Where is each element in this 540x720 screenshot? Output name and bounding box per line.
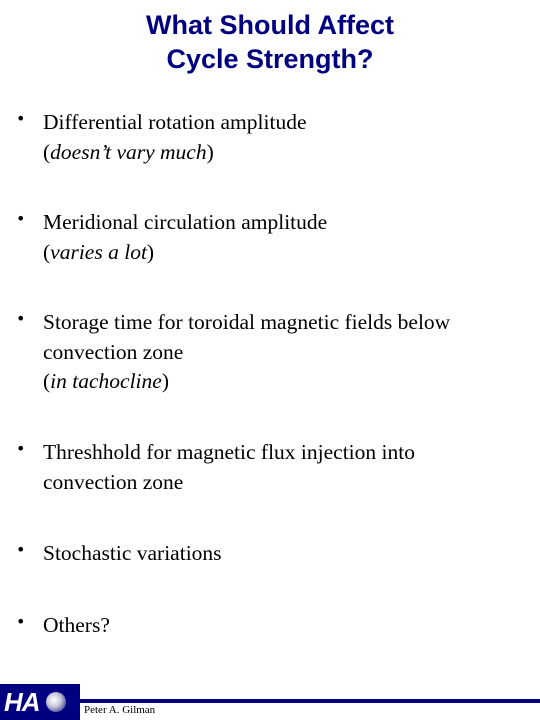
bullet-note: (doesn’t vary much) (43, 139, 214, 164)
bullet-text (43, 108, 307, 167)
title-line-1: What Should Affect (146, 10, 394, 40)
title-line-2: Cycle Strength? (166, 44, 374, 74)
bullet-line: convection zone (43, 339, 184, 364)
bullet-icon: • (16, 439, 26, 458)
bullet-text (43, 308, 450, 397)
author-credit: Peter A. Gilman (84, 704, 156, 716)
bullet-line: Threshhold for magnetic flux injection into (43, 440, 415, 464)
footer-divider (0, 699, 540, 703)
sun-icon (46, 692, 66, 712)
bullet-text (43, 539, 222, 569)
bullet-line: Differential rotation amplitude (43, 110, 307, 134)
bullet-text (43, 611, 110, 641)
bullet-icon: • (16, 612, 26, 631)
bullet-text (43, 438, 415, 497)
bullet-line: Others? (43, 613, 110, 637)
bullet-icon: • (16, 209, 26, 228)
bullet-icon: • (16, 109, 26, 128)
logo-text: HA (4, 687, 40, 717)
bullet-note: (varies a lot) (43, 239, 155, 264)
hao-logo (0, 684, 80, 720)
bullet-line: Storage time for toroidal magnetic fields below (43, 310, 451, 334)
bullet-line: Stochastic variations (43, 541, 222, 565)
bullet-icon: • (16, 540, 26, 559)
bullet-line: Meridional circulation amplitude (43, 210, 328, 234)
slide-title (0, 8, 540, 76)
bullet-line: convection zone (43, 469, 184, 494)
bullet-text (43, 208, 327, 267)
bullet-icon: • (16, 309, 26, 328)
bullet-note: (in tachocline) (43, 369, 169, 393)
